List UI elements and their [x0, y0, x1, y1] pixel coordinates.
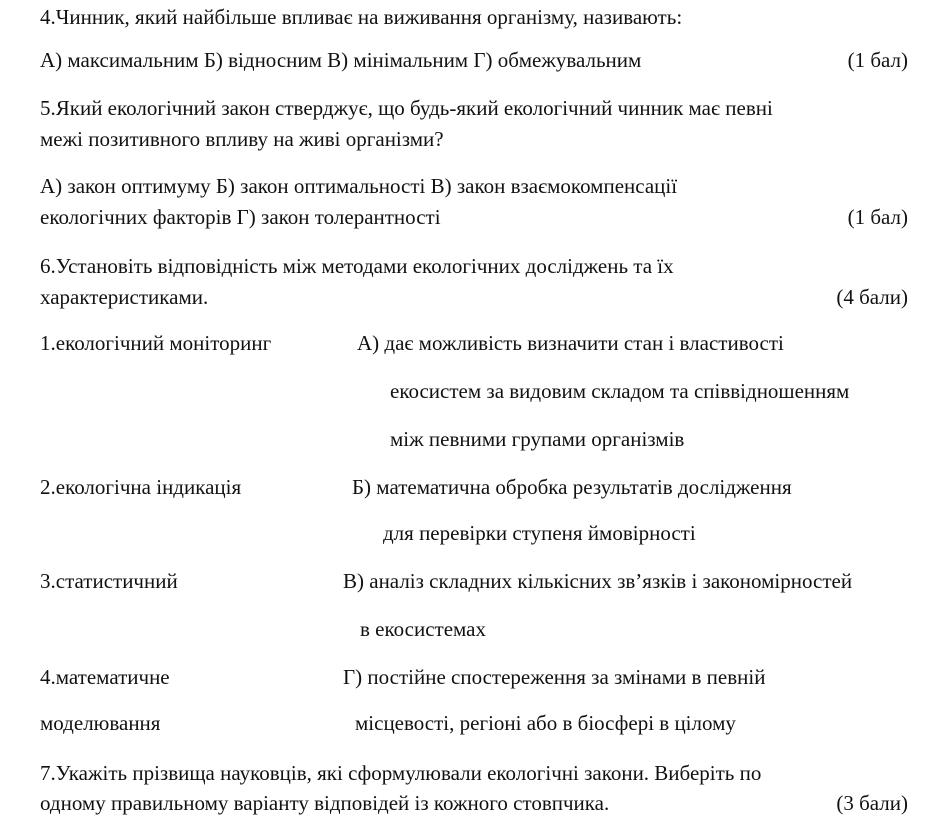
- question-6-points: (4 бали): [836, 285, 908, 309]
- method-item-4-continued: моделювання: [40, 711, 161, 735]
- method-item-2: 2.екологічна індикація: [40, 475, 242, 499]
- method-item-1: 1.екологічний моніторинг: [40, 331, 272, 355]
- answer-b-line-1: Б) математична обробка результатів дослідження: [352, 475, 792, 499]
- question-7-text-line-2: одному правильному варіанту відповідей із кожного стовпчика.: [40, 791, 610, 815]
- question-4-options: А) максимальним Б) відносним В) мінімальним Г) обмежувальним: [40, 48, 642, 72]
- question-7-points: (3 бали): [836, 791, 908, 815]
- answer-d-line-2: місцевості, регіоні або в біосфері в цілому: [355, 711, 736, 735]
- method-item-4: 4.математичне: [40, 665, 170, 689]
- answer-c-line-1: В) аналіз складних кількісних зв’язків і закономірностей: [343, 569, 853, 593]
- answer-c-line-2: в екосистемах: [360, 617, 486, 641]
- answer-a-line-3: між певними групами організмів: [390, 427, 685, 451]
- question-6-text-line-2: характеристиками.: [40, 285, 209, 309]
- answer-b-line-2: для перевірки ступеня ймовірності: [383, 521, 696, 545]
- question-4-text: 4.Чинник, який найбільше впливає на виживання організму, називають:: [40, 5, 683, 29]
- question-5-text-line-2: межі позитивного впливу на живі організми?: [40, 127, 444, 151]
- question-5-text-line-1: 5.Який екологічний закон стверджує, що будь-який екологічний чинник має певні: [40, 96, 773, 120]
- method-item-3: 3.статистичний: [40, 569, 178, 593]
- question-6-text-line-1: 6.Установіть відповідність між методами екологічних досліджень та їх: [40, 254, 674, 278]
- question-4-points: (1 бал): [847, 48, 908, 72]
- answer-d-line-1: Г) постійне спостереження за змінами в певній: [343, 665, 766, 689]
- question-7-text-line-1: 7.Укажіть прізвища науковців, які сформулювали екологічні закони. Виберіть по: [40, 761, 762, 785]
- question-5-points: (1 бал): [847, 205, 908, 229]
- question-5-options-line-1: А) закон оптимуму Б) закон оптимальності В) закон взаємокомпенсації: [40, 174, 678, 198]
- question-5-options-line-2: екологічних факторів Г) закон толерантності: [40, 205, 441, 229]
- answer-a-line-1: А) дає можливість визначити стан і властивості: [357, 331, 784, 355]
- answer-a-line-2: екосистем за видовим складом та співвідношенням: [390, 379, 850, 403]
